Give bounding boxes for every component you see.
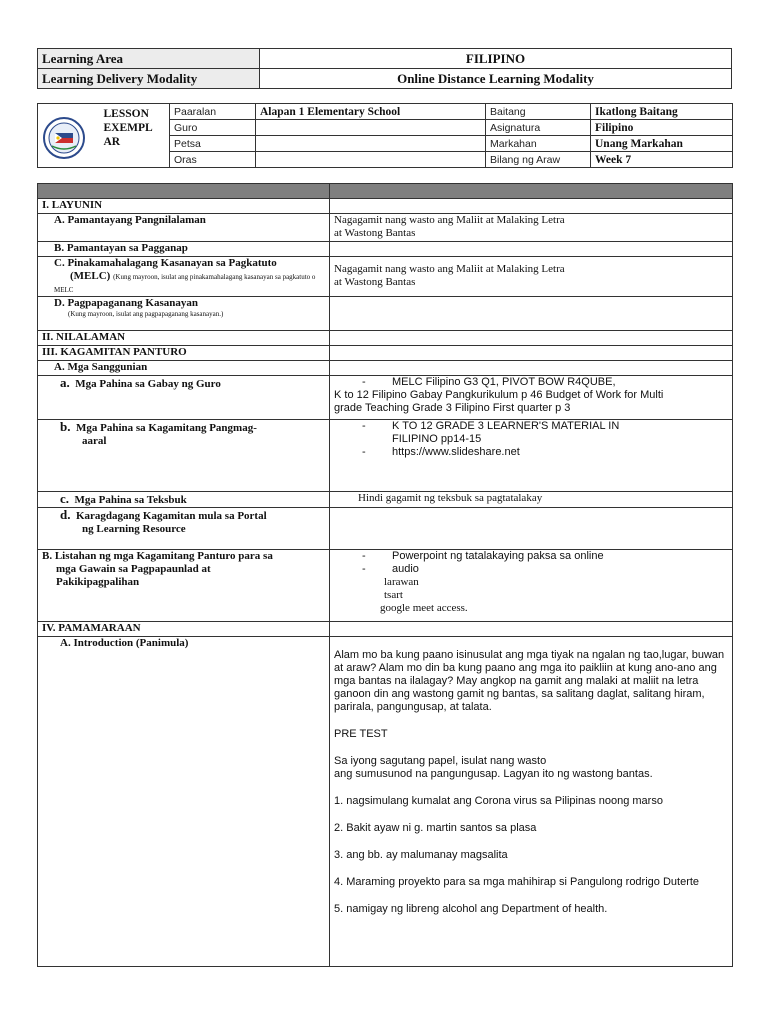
- instruction-line: Sa iyong sagutang papel, isulat nang wasto: [334, 755, 547, 767]
- learning-area-value: FILIPINO: [260, 49, 732, 69]
- delivery-modality-row: [38, 69, 732, 89]
- pamantayang-pangnilalaman-value: [330, 214, 733, 242]
- dash-marker: -: [362, 376, 366, 388]
- empty-cell: [330, 622, 733, 637]
- teksbuk-value: Hindi gagamit ng teksbuk sa pagtatalakay: [330, 492, 733, 508]
- time-value: [256, 152, 486, 168]
- teksbuk-title: Mga Pahina sa Teksbuk: [74, 494, 187, 506]
- pagpapaganang-title: D. Pagpapaganang Kasanayan: [54, 297, 198, 309]
- empty-cell: [330, 242, 733, 257]
- value-line: https://www.slideshare.net: [392, 446, 520, 458]
- listahan-label: [38, 550, 330, 622]
- kagamitang-label: [38, 420, 330, 492]
- listahan-value: [330, 550, 733, 622]
- dash-marker: -: [362, 563, 366, 575]
- header-cell: [330, 184, 733, 199]
- value-line: Nagagamit nang wasto ang Maliit at Malaking Letra: [334, 263, 565, 275]
- empty-cell: [330, 297, 733, 331]
- dash-marker: -: [362, 420, 366, 432]
- portal-label: [38, 508, 330, 550]
- pamantayang-pangnilalaman-label: A. Pamantayang Pangnilalaman: [38, 214, 330, 242]
- header-cell: [38, 184, 330, 199]
- portal-title: Karagdagang Kagamitan mula sa Portal: [75, 510, 267, 522]
- pamamaraan-heading: IV. PAMAMARAAN: [38, 622, 330, 637]
- gabay-value: [330, 376, 733, 420]
- table-header-row: [38, 184, 733, 199]
- pagpapaganang-note: (Kung mayroon, isulat ang pagpapaganang kasanayan.): [68, 310, 224, 318]
- days-label: Bilang ng Araw: [486, 152, 591, 168]
- portal-title: ng Learning Resource: [82, 523, 186, 535]
- pretest-heading: PRE TEST: [334, 728, 388, 740]
- lesson-plan-table: [37, 183, 733, 967]
- lesson-title-line: LESSON: [103, 108, 149, 120]
- kagamitan-heading: III. KAGAMITAN PANTURO: [38, 346, 330, 361]
- list-marker: a.: [60, 375, 70, 390]
- learning-area-label: Learning Area: [38, 49, 260, 69]
- value-line: MELC Filipino G3 Q1, PIVOT BOW R4QUBE,: [392, 376, 616, 388]
- deped-seal-cell: [38, 104, 98, 168]
- list-marker: c.: [60, 491, 70, 506]
- school-value: Alapan 1 Elementary School: [256, 104, 486, 120]
- value-line: FILIPINO pp14-15: [392, 433, 482, 445]
- listahan-title: Pakikipagpalihan: [56, 576, 140, 588]
- delivery-modality-value: Online Distance Learning Modality: [260, 69, 732, 89]
- subject-value: Filipino: [591, 120, 733, 136]
- date-label: Petsa: [170, 136, 256, 152]
- time-label: Oras: [170, 152, 256, 168]
- melc-value: [330, 257, 733, 297]
- melc-label: [38, 257, 330, 297]
- question-item: 3. ang bb. ay malumanay magsalita: [334, 849, 508, 861]
- value-line: tsart: [384, 589, 403, 601]
- quarter-value: Unang Markahan: [591, 136, 733, 152]
- kagamitang-title: aaral: [82, 435, 107, 447]
- melc-note: (Kung mayroon, isulat ang pinakamahalagang kasanayan sa pagkatuto o MELC: [54, 273, 316, 294]
- lesson-title-line: EXEMPL: [103, 122, 153, 134]
- dash-marker: -: [362, 550, 366, 562]
- grade-value: Ikatlong Baitang: [591, 104, 733, 120]
- introduction-label: A. Introduction (Panimula): [38, 637, 330, 967]
- intro-paragraph: Alam mo ba kung paano isinusulat ang mga tiyak na ngalan ng tao,lugar, buwan at araw? Alam mo din ba kung paano ang mga ito paikliin at kung ano-ano ang mga bantas na ilalagay? May angkop na gamit ang malaki at maliit na letra ganoon din ang wastong gamit ng bantas, sa salitang daglat, salitang hiram, parirala, pangungusap, at talata.: [334, 649, 725, 713]
- date-value: [256, 136, 486, 152]
- melc-abbrev: (MELC): [70, 270, 111, 282]
- empty-cell: [330, 331, 733, 346]
- lesson-title-line: AR: [103, 136, 121, 148]
- quarter-label: Markahan: [486, 136, 591, 152]
- pretest-instructions: [334, 755, 728, 781]
- value-line: Nagagamit nang wasto ang Maliit at Malaking Letra: [334, 214, 565, 226]
- empty-cell: [330, 199, 733, 214]
- teacher-label: Guro: [170, 120, 256, 136]
- value-line: at Wastong Bantas: [334, 276, 416, 288]
- instruction-line: ang sumusunod na pangungusap. Lagyan ito ng wastong bantas.: [334, 768, 653, 780]
- learning-area-table: [37, 48, 732, 89]
- question-item: 2. Bakit ayaw ni g. martin santos sa plasa: [334, 822, 537, 834]
- value-line: larawan: [384, 576, 419, 588]
- list-marker: d.: [60, 507, 71, 522]
- pagpapaganang-label: [38, 297, 330, 331]
- melc-title: C. Pinakamahalagang Kasanayan sa Pagkatuto: [54, 257, 277, 269]
- days-value: Week 7: [591, 152, 733, 168]
- value-line: grade Teaching Grade 3 Filipino First quarter p 3: [334, 402, 571, 414]
- teksbuk-label: [38, 492, 330, 508]
- gabay-title: Mga Pahina sa Gabay ng Guro: [75, 378, 221, 390]
- grade-label: Baitang: [486, 104, 591, 120]
- question-item: 5. namigay ng libreng alcohol ang Department of health.: [334, 903, 608, 915]
- delivery-modality-label: Learning Delivery Modality: [38, 69, 260, 89]
- value-line: at Wastong Bantas: [334, 227, 416, 239]
- dash-marker: -: [362, 446, 366, 458]
- learning-area-row: [38, 49, 732, 69]
- sanggunian-label: A. Mga Sanggunian: [38, 361, 330, 376]
- nilalaman-heading: II. NILALAMAN: [38, 331, 330, 346]
- empty-cell: [330, 346, 733, 361]
- listahan-title: mga Gawain sa Pagpapaunlad at: [56, 563, 211, 575]
- school-label: Paaralan: [170, 104, 256, 120]
- value-line: Powerpoint ng tatalakaying paksa sa online: [392, 550, 604, 562]
- listahan-title: B. Listahan ng mga Kagamitang Panturo para sa: [42, 550, 273, 562]
- list-marker: b.: [60, 419, 71, 434]
- question-item: 1. nagsimulang kumalat ang Corona virus sa Pilipinas noong marso: [334, 795, 663, 807]
- empty-cell: [330, 361, 733, 376]
- lesson-info-table: [37, 103, 733, 168]
- subject-label: Asignatura: [486, 120, 591, 136]
- layunin-heading: I. LAYUNIN: [38, 199, 330, 214]
- value-line: K to 12 Filipino Gabay Pangkurikulum p 46 Budget of Work for Multi: [334, 389, 664, 401]
- deped-seal-icon: [42, 116, 86, 160]
- empty-cell: [330, 508, 733, 550]
- value-line: audio: [392, 563, 419, 575]
- lesson-exemplar-title: [98, 104, 170, 168]
- value-line: K TO 12 GRADE 3 LEARNER'S MATERIAL IN: [392, 420, 620, 432]
- teacher-value: [256, 120, 486, 136]
- question-item: 4. Maraming proyekto para sa mga mahihirap si Pangulong rodrigo Duterte: [334, 876, 700, 888]
- kagamitang-value: [330, 420, 733, 492]
- kagamitang-title: Mga Pahina sa Kagamitang Pangmag-: [75, 422, 257, 434]
- pamantayan-pagganap-label: B. Pamantayan sa Pagganap: [38, 242, 330, 257]
- value-line: google meet access.: [380, 602, 468, 614]
- introduction-content: [330, 637, 733, 967]
- gabay-label: [38, 376, 330, 420]
